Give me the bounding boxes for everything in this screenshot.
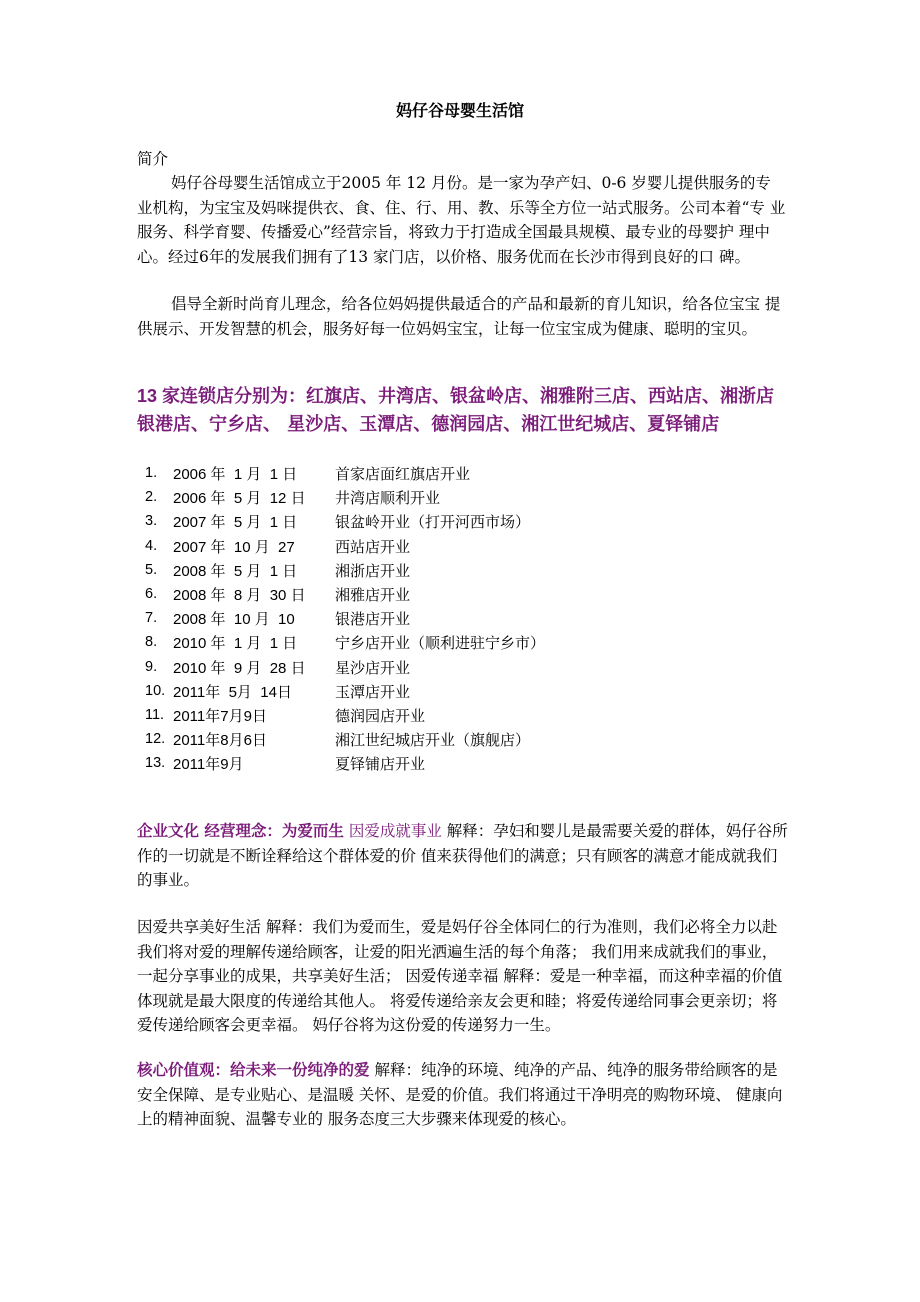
opening-timeline — [137, 462, 757, 776]
timeline-row — [137, 510, 757, 534]
document-title: 妈仔谷母婴生活馆 — [395, 101, 524, 120]
culture-text: 解释：孕妇和婴儿是最需要关爱的群体，妈仔谷所作的一切就是不断诠释给这个群体爱的价 值来获得他们的满意；只有顾客的满意才能成就我们的事业。 — [137, 822, 788, 889]
timeline-number: 4. — [145, 537, 158, 554]
timeline-event: 宁乡店开业（顺利进驻宁乡市） — [335, 634, 546, 653]
timeline-date: 2011年7月9日 — [173, 707, 267, 725]
timeline-number: 7. — [145, 610, 158, 627]
culture-subheading: 因爱成就事业 — [343, 822, 447, 840]
corporate-culture-paragraph — [137, 819, 789, 893]
timeline-number: 2. — [145, 489, 158, 506]
store-count: 13 — [137, 386, 163, 406]
timeline-row — [137, 462, 757, 486]
timeline-number: 10. — [145, 682, 166, 699]
timeline-event: 玉潭店开业 — [335, 682, 411, 701]
timeline-row — [137, 535, 757, 559]
timeline-number: 12. — [145, 731, 166, 748]
timeline-row — [137, 680, 757, 704]
timeline-row — [137, 704, 757, 728]
timeline-number: 3. — [145, 513, 158, 530]
timeline-date: 2010 年 9 月 28 日 — [173, 659, 306, 677]
timeline-event: 首家店面红旗店开业 — [335, 465, 471, 483]
timeline-date: 2007 年 5 月 1 日 — [173, 514, 298, 532]
timeline-number: 8. — [145, 634, 158, 651]
timeline-number: 11. — [145, 706, 165, 723]
timeline-event: 湘江世纪城店开业（旗舰店） — [335, 731, 531, 750]
timeline-number: 5. — [145, 561, 158, 578]
timeline-row — [137, 607, 757, 631]
timeline-event: 井湾店顺利开业 — [335, 489, 441, 508]
store-list-heading — [137, 382, 787, 448]
timeline-event: 银盆岭开业（打开河西市场） — [335, 513, 531, 532]
timeline-event: 星沙店开业 — [335, 658, 411, 677]
core-value-heading: 核心价值观：给未来一份纯净的爱 — [137, 1060, 370, 1079]
timeline-row — [137, 583, 757, 607]
timeline-number: 6. — [145, 585, 158, 602]
timeline-number: 1. — [145, 465, 158, 481]
share-love-paragraph: 因爱共享美好生活 解释：我们为爱而生，爱是妈仔谷全体同仁的行为准则，我们必将全力以赴 我们将对爱的理解传递给顾客，让爱的阳光洒遍生活的每个角落； 我们用来成就我们的事业，一起分享事业的成果，共享美好生活； 因爱传递幸福 解释：爱是一种幸福，而这种幸福的价值体现就是最大限度的传递给其他人。 将爱传递给亲友会更和睦；将爱传递给同事会更亲切；将爱传递给顾客会更幸福。 妈仔谷将为这份爱的传递努力一生。 — [137, 918, 783, 1034]
store-list-text: 家连锁店分别为：红旗店、井湾店、银盆岭店、湘雅附三店、西站店、湘浙店 银港店、宁乡店、 星沙店、玉潭店、德润园店、湘江世纪城店、夏铎铺店 — [137, 386, 775, 435]
timeline-row — [137, 631, 757, 655]
timeline-date: 2006 年 1 月 1 日 — [173, 466, 298, 483]
timeline-number: 9. — [145, 658, 158, 675]
timeline-event: 德润园店开业 — [335, 706, 426, 725]
timeline-number: 13. — [145, 755, 166, 772]
timeline-event: 湘雅店开业 — [335, 585, 411, 604]
timeline-date: 2011年 5月 14日 — [173, 683, 292, 701]
timeline-date: 2007 年 10 月 27 — [173, 538, 295, 556]
timeline-event: 西站店开业 — [335, 537, 411, 556]
timeline-row — [137, 559, 757, 583]
timeline-date: 2008 年 10 月 10 — [173, 611, 295, 629]
timeline-date: 2011年9月 — [173, 756, 244, 774]
culture-heading: 企业文化 经营理念：为爱而生 — [137, 821, 344, 840]
timeline-date: 2008 年 8 月 30 日 — [173, 586, 306, 604]
intro-label: 简介 — [137, 150, 169, 168]
intro-paragraph-1: 妈仔谷母婴生活馆成立于2005 年 12 月份。是一家为孕产妇、0-6 岁婴儿提供服务的专 业机构，为宝宝及妈咪提供衣、食、住、行、用、教、乐等全方位一站式服务。公司本着“专 业服务、科学育婴、传播爱心”经营宗旨，将致力于打造成全国最具规模、最专业的母婴护 理中心。经过6年的发展我们拥有了13 家门店，以价格、服务优而在长沙市得到良好的口 碑。 — [137, 174, 786, 266]
timeline-date: 2011年8月6日 — [173, 732, 267, 750]
timeline-date: 2010 年 1 月 1 日 — [173, 635, 298, 653]
timeline-row — [137, 656, 757, 680]
timeline-row — [137, 486, 757, 510]
timeline-event: 湘浙店开业 — [335, 561, 411, 580]
core-value-text: 解释：纯净的环境、纯净的产品、纯净的服务带给顾客的是安全保障、是专业贴心、是温暖 关怀、是爱的价值。我们将通过干净明亮的购物环境、 健康向上的精神面貌、温馨专业的 服务态度三大步骤来体现爱的核心。 — [137, 1061, 783, 1128]
timeline-event: 夏铎铺店开业 — [335, 755, 426, 774]
timeline-date: 2006 年 5 月 12 日 — [173, 490, 306, 508]
core-value-paragraph — [137, 1058, 789, 1132]
intro-paragraph-2: 倡导全新时尚育儿理念，给各位妈妈提供最适合的产品和最新的育儿知识，给各位宝宝 提供展示、开发智慧的机会，服务好每一位妈妈宝宝，让每一位宝宝成为健康、聪明的宝贝。 — [137, 295, 781, 338]
timeline-event: 银港店开业 — [335, 610, 411, 629]
timeline-row — [137, 752, 757, 776]
timeline-date: 2008 年 5 月 1 日 — [173, 562, 298, 580]
timeline-row — [137, 728, 757, 752]
